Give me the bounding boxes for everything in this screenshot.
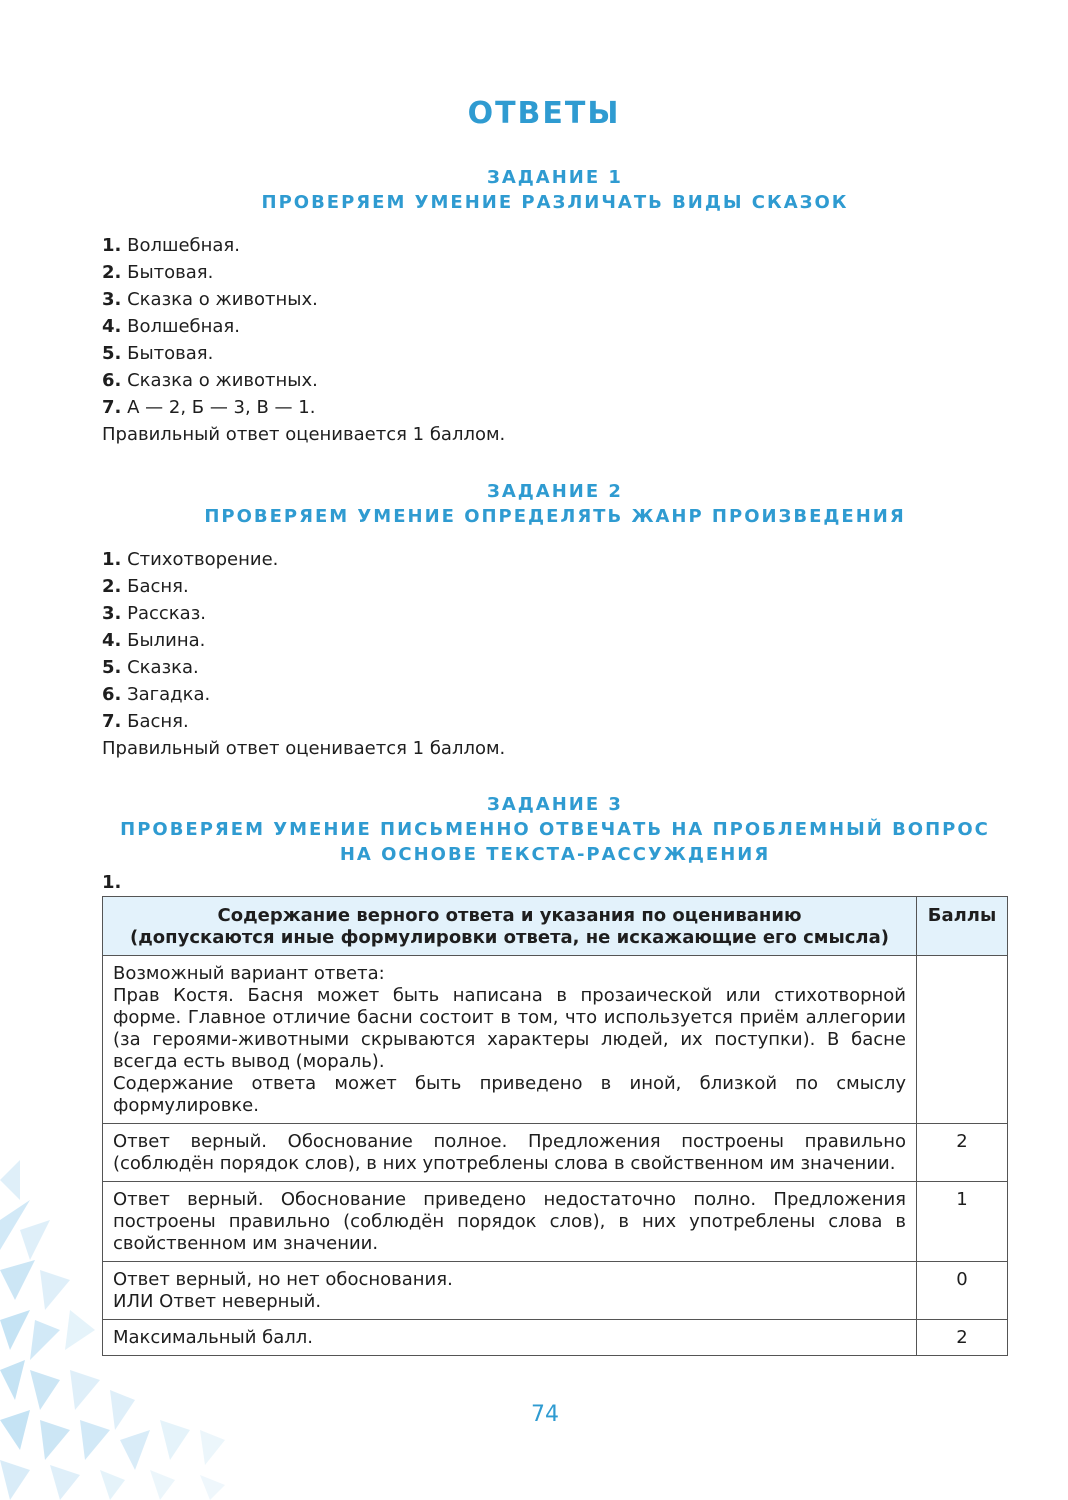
list-item: 5. Бытовая. xyxy=(102,343,214,364)
points-cell xyxy=(917,956,1008,1124)
task2-heading-title: ПРОВЕРЯЕМ УМЕНИЕ ОПРЕДЕЛЯТЬ ЖАНР ПРОИЗВЕДЕНИЯ xyxy=(204,506,906,527)
table-row xyxy=(103,956,1008,1124)
points-cell: 2 xyxy=(917,1320,1008,1356)
task1-heading-number: ЗАДАНИЕ 1 xyxy=(487,167,623,188)
task1-heading-title: ПРОВЕРЯЕМ УМЕНИЕ РАЗЛИЧАТЬ ВИДЫ СКАЗОК xyxy=(261,192,849,213)
sample-answer-cell: Возможный вариант ответа: Прав Костя. Басня может быть написана в прозаической или стихотворной форме. Главное отличие басни состоит в том, что используется приём аллегории (за героями-животными скрываются характеры людей, их поступки). В басне всегда есть вывод (мораль). Содержание ответа может быть приведено в иной, близкой по смыслу формулировке. xyxy=(103,956,917,1124)
list-item: 3. Рассказ. xyxy=(102,603,206,624)
table-header-row xyxy=(103,897,1008,956)
task3-heading-title: ПРОВЕРЯЕМ УМЕНИЕ ПИСЬМЕННО ОТВЕЧАТЬ НА ПРОБЛЕМНЫЙ ВОПРОС xyxy=(120,819,990,840)
task1-answer-list xyxy=(102,232,318,421)
task1-scoring-note: Правильный ответ оценивается 1 баллом. xyxy=(102,424,506,445)
points-column-header: Баллы xyxy=(917,897,1008,956)
criterion-cell: Ответ верный. Обоснование полное. Предложения построены правильно (соблюдён порядок слов), в них употреблены слова в свойственном им значении. xyxy=(103,1124,917,1182)
list-item: 6. Загадка. xyxy=(102,684,211,705)
table-row xyxy=(103,1182,1008,1262)
task2-scoring-note: Правильный ответ оценивается 1 баллом. xyxy=(102,738,506,759)
table-row xyxy=(103,1262,1008,1320)
task3-sub-number: 1. xyxy=(102,872,122,893)
task3-heading xyxy=(0,792,1068,867)
task2-heading-number: ЗАДАНИЕ 2 xyxy=(487,481,623,502)
table-row xyxy=(103,1124,1008,1182)
grading-table xyxy=(102,896,1008,1356)
list-item: 4. Былина. xyxy=(102,630,206,651)
table-row xyxy=(103,1320,1008,1356)
list-item: 3. Сказка о животных. xyxy=(102,289,318,310)
page-number: 74 xyxy=(531,1402,559,1427)
list-item: 1. Стихотворение. xyxy=(102,549,279,570)
list-item: 1. Волшебная. xyxy=(102,235,240,256)
max-score-cell: Максимальный балл. xyxy=(103,1320,917,1356)
list-item: 2. Бытовая. xyxy=(102,262,214,283)
list-item: 7. А — 2, Б — 3, В — 1. xyxy=(102,397,316,418)
task1-heading xyxy=(0,165,1068,215)
points-cell: 2 xyxy=(917,1124,1008,1182)
task2-answer-list xyxy=(102,546,278,735)
list-item: 5. Сказка. xyxy=(102,657,199,678)
list-item: 7. Басня. xyxy=(102,711,189,732)
list-item: 4. Волшебная. xyxy=(102,316,240,337)
criterion-cell: Ответ верный, но нет обоснования. ИЛИ Ответ неверный. xyxy=(103,1262,917,1320)
list-item: 2. Басня. xyxy=(102,576,189,597)
points-cell: 0 xyxy=(917,1262,1008,1320)
task2-heading xyxy=(0,479,1068,529)
page-title: ОТВЕТЫ xyxy=(467,96,621,131)
content-column-header: Содержание верного ответа и указания по оцениванию (допускаются иные формулировки ответа, не искажающие его смысла) xyxy=(103,897,917,956)
task3-heading-number: ЗАДАНИЕ 3 xyxy=(487,794,623,815)
task3-heading-subtitle: НА ОСНОВЕ ТЕКСТА-РАССУЖДЕНИЯ xyxy=(339,844,771,865)
points-cell: 1 xyxy=(917,1182,1008,1262)
criterion-cell: Ответ верный. Обоснование приведено недостаточно полно. Предложения построены правильно (соблюдён порядок слов), в них употреблены слова в свойственном им значении. xyxy=(103,1182,917,1262)
list-item: 6. Сказка о животных. xyxy=(102,370,318,391)
